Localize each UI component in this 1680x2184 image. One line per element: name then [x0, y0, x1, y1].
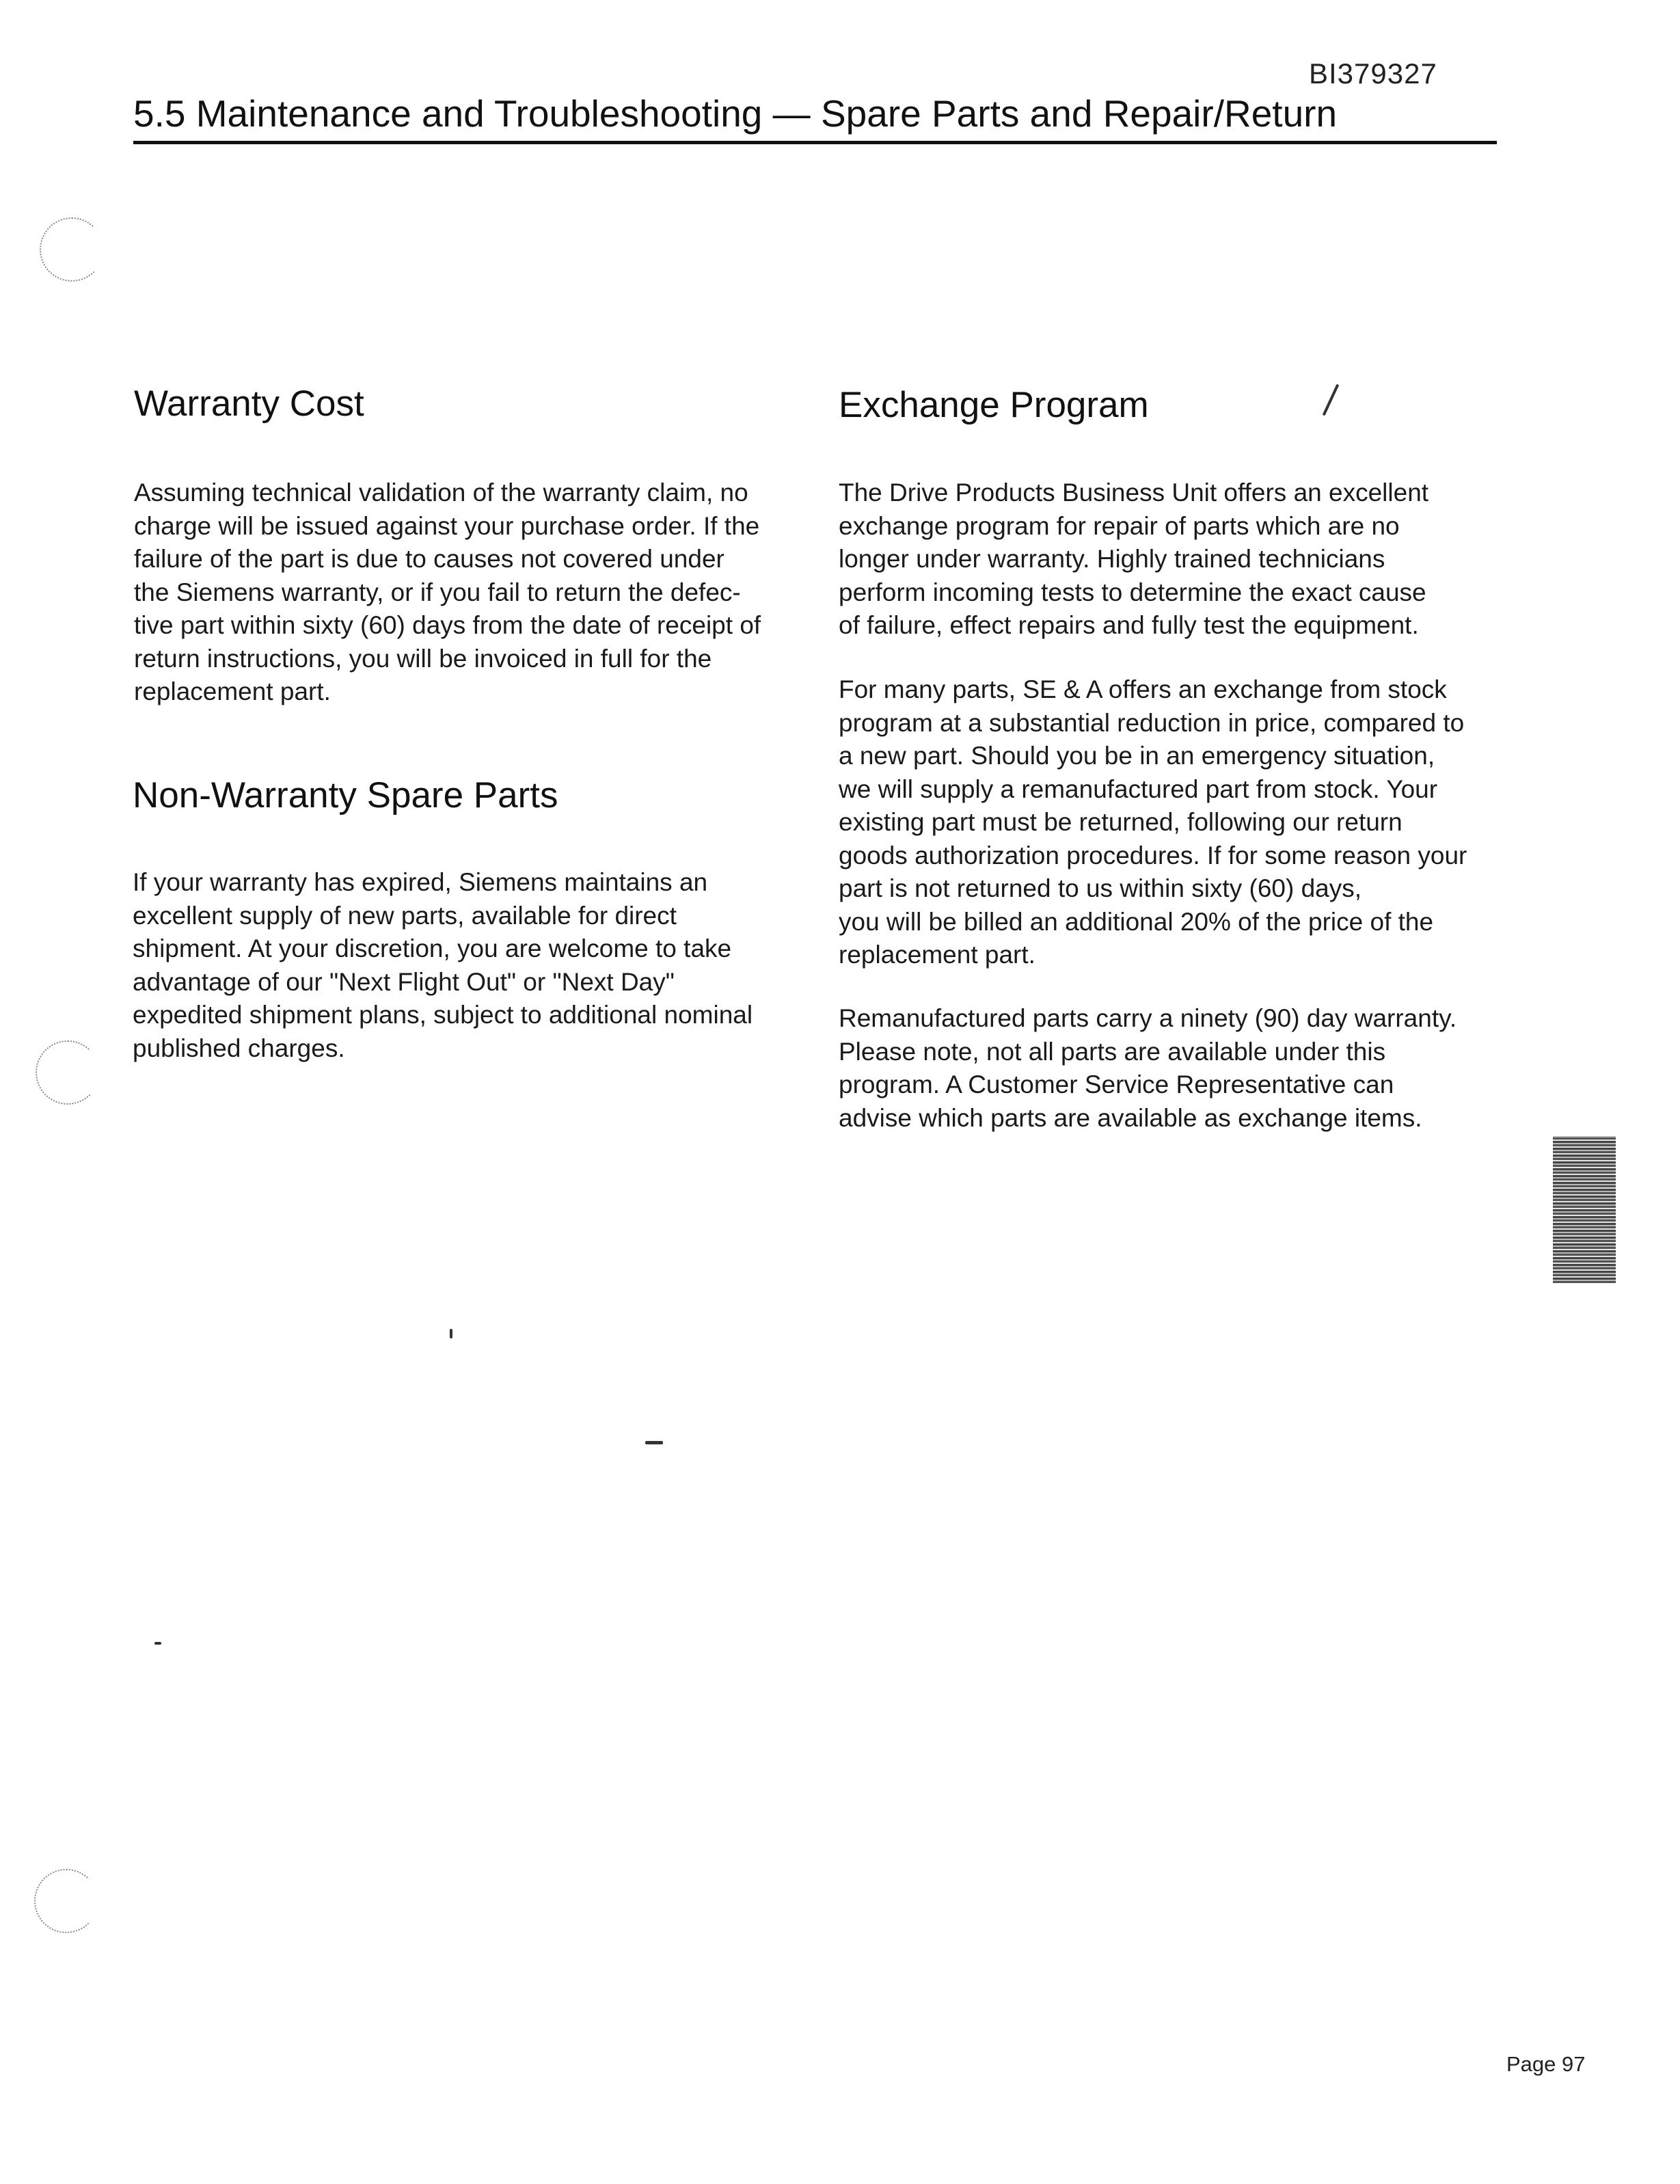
scan-speck — [154, 1642, 161, 1645]
text-line: we will supply a remanufactured part from stock. Your — [839, 774, 1438, 803]
section-header: 5.5 Maintenance and Troubleshooting — Spare Parts and Repair/Return — [133, 92, 1338, 135]
text-line: charge will be issued against your purchase order. If the — [134, 511, 760, 540]
text-line: replacement part. — [134, 677, 331, 705]
exchange-program-paragraph-3 — [839, 1002, 1457, 1135]
binder-hole-bottom-icon — [34, 1869, 98, 1933]
exchange-program-heading: Exchange Program — [839, 385, 1149, 425]
text-line: Remanufactured parts carry a ninety (90) day warranty. — [839, 1004, 1457, 1032]
binder-hole-top-icon — [40, 217, 104, 282]
scan-speck — [450, 1329, 452, 1338]
text-line: return instructions, you will be invoiced in full for the — [134, 644, 712, 673]
text-line: replacement part. — [839, 941, 1035, 969]
text-line: tive part within sixty (60) days from the date of receipt of — [134, 611, 761, 639]
text-line: perform incoming tests to determine the exact cause — [839, 578, 1426, 606]
text-line: of failure, effect repairs and fully test the equipment. — [839, 611, 1419, 639]
text-line: the Siemens warranty, or if you fail to return the defec- — [134, 578, 741, 606]
binder-hole-middle-icon — [36, 1040, 100, 1105]
text-line: advise which parts are available as exchange items. — [839, 1103, 1422, 1132]
text-line: program at a substantial reduction in price, compared to — [839, 708, 1465, 737]
non-warranty-paragraph — [133, 866, 753, 1065]
exchange-program-paragraph-1 — [839, 476, 1428, 643]
text-line: excellent supply of new parts, available for direct — [133, 901, 677, 930]
barcode-stamp-icon — [1553, 1136, 1616, 1283]
non-warranty-heading: Non-Warranty Spare Parts — [133, 775, 558, 815]
text-line: The Drive Products Business Unit offers an excellent — [839, 478, 1429, 507]
text-line: shipment. At your discretion, you are welcome to take — [133, 934, 732, 962]
text-line: failure of the part is due to causes not covered under — [134, 545, 724, 573]
exchange-program-paragraph-2 — [839, 673, 1467, 972]
scan-speck — [645, 1441, 663, 1444]
text-line: If your warranty has expired, Siemens maintains an — [133, 868, 708, 896]
text-line: exchange program for repair of parts which are no — [839, 511, 1400, 540]
header-rule — [133, 141, 1497, 144]
text-line: Please note, not all parts are available under this — [839, 1037, 1386, 1066]
text-line: goods authorization procedures. If for some reason your — [839, 841, 1467, 869]
text-line: advantage of our "Next Flight Out" or "Next Day" — [133, 967, 675, 996]
text-line: you will be billed an additional 20% of the price of the — [839, 907, 1434, 936]
text-line: Assuming technical validation of the warranty claim, no — [134, 478, 748, 507]
page-number: Page 97 — [1506, 2052, 1586, 2076]
text-line: existing part must be returned, following our return — [839, 808, 1403, 836]
text-line: For many parts, SE & A offers an exchange from stock — [839, 675, 1447, 703]
warranty-cost-paragraph — [134, 476, 761, 709]
scan-speck — [1323, 383, 1340, 416]
text-line: program. A Customer Service Representative can — [839, 1070, 1394, 1098]
text-line: longer under warranty. Highly trained technicians — [839, 545, 1385, 573]
document-id: BI379327 — [1309, 57, 1437, 90]
text-line: part is not returned to us within sixty (60) days, — [839, 874, 1362, 902]
text-line: expedited shipment plans, subject to additional nominal — [133, 1001, 753, 1029]
warranty-cost-heading: Warranty Cost — [134, 383, 364, 424]
text-line: a new part. Should you be in an emergency situation, — [839, 742, 1435, 770]
text-line: published charges. — [133, 1034, 345, 1062]
